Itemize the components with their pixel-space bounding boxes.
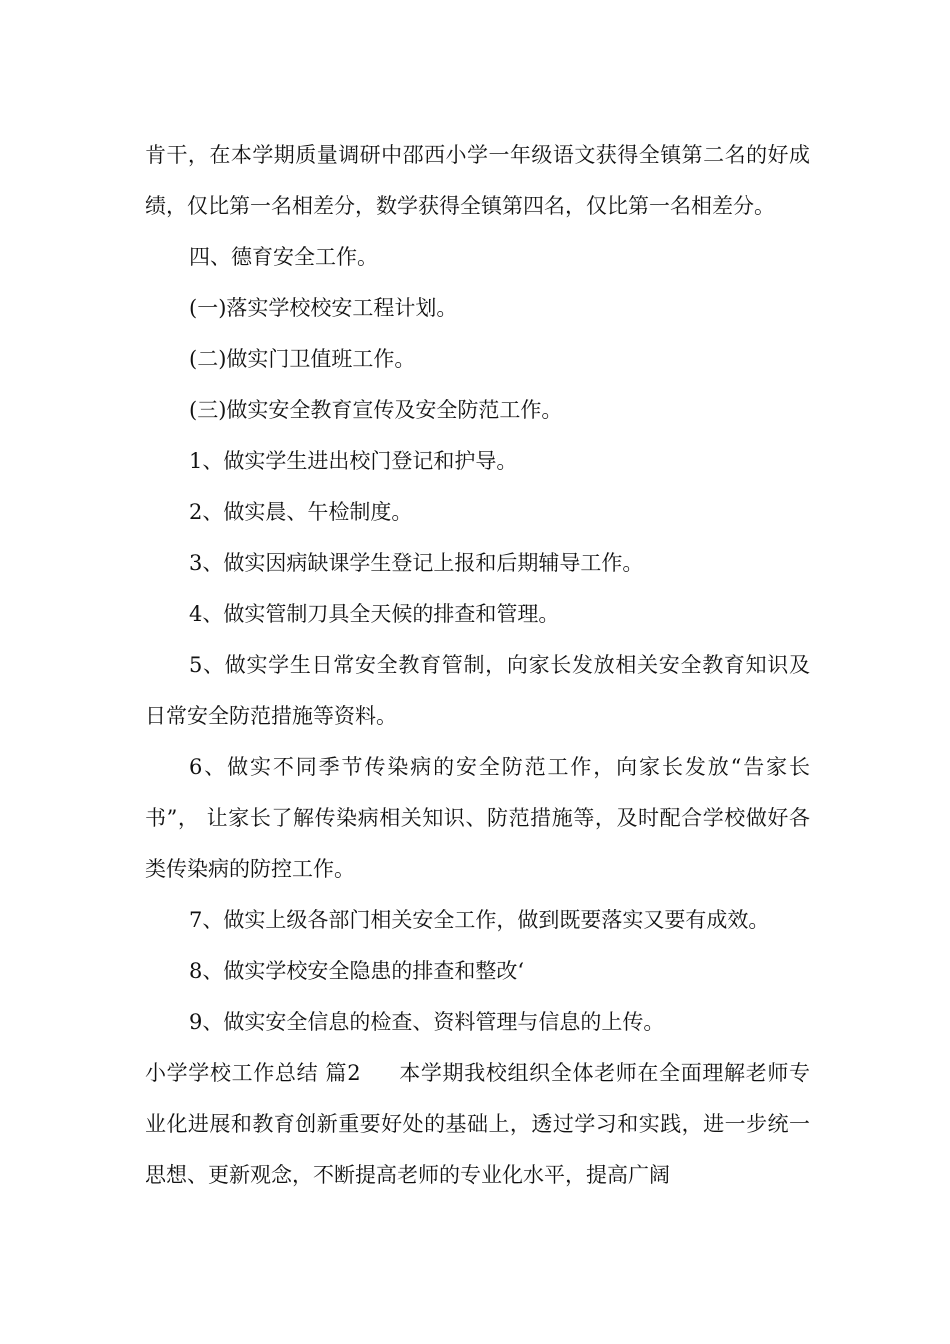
numbered-item: 9、做实安全信息的检查、资料管理与信息的上传。 (189, 1010, 665, 1034)
next-section-heading: 小学学校工作总结 篇2 (145, 1061, 361, 1085)
numbered-item: 5、做实学生日常安全教育管制，向家长发放相关安全教育知识及日常安全防范措施等资料。 (145, 653, 810, 728)
sub-item: (一)落实学校校安工程计划。 (189, 296, 458, 320)
sub-item: (二)做实门卫值班工作。 (189, 347, 416, 371)
sub-item: (三)做实安全教育宣传及安全防范工作。 (189, 398, 563, 422)
numbered-item: 4、做实管制刀具全天候的排查和管理。 (189, 602, 560, 626)
numbered-item: 1、做实学生进出校门登记和护导。 (189, 449, 518, 473)
intro-paragraph: 肯干，在本学期质量调研中邵西小学一年级语文获得全镇第二名的好成绩，仅比第一名相差分，数学获得全镇第四名，仅比第一名相差分。 (145, 143, 810, 218)
next-section-paragraph (145, 1048, 810, 1201)
numbered-item: 8、做实学校安全隐患的排查和整改‘ (189, 959, 525, 983)
numbered-item: 3、做实因病缺课学生登记上报和后期辅导工作。 (189, 551, 644, 575)
numbered-item: 6、做实不同季节传染病的安全防范工作，向家长发放“告家长书”， 让家长了解传染病相关知识、防范措施等，及时配合学校做好各类传染病的防控工作。 (145, 755, 810, 881)
document-body (145, 130, 810, 1201)
numbered-item: 7、做实上级各部门相关安全工作，做到既要落实又要有成效。 (189, 908, 770, 932)
next-section-text: 本学期我校组织全体老师在全面理解老师专业化进展和教育创新重要好处的基础上，透过学习和实践，进一步统一思想、更新观念，不断提高老师的专业化水平，提高广阔 (145, 1061, 810, 1187)
numbered-item: 2、做实晨、午检制度。 (189, 500, 413, 524)
section-four-title: 四、德育安全工作。 (189, 245, 378, 269)
